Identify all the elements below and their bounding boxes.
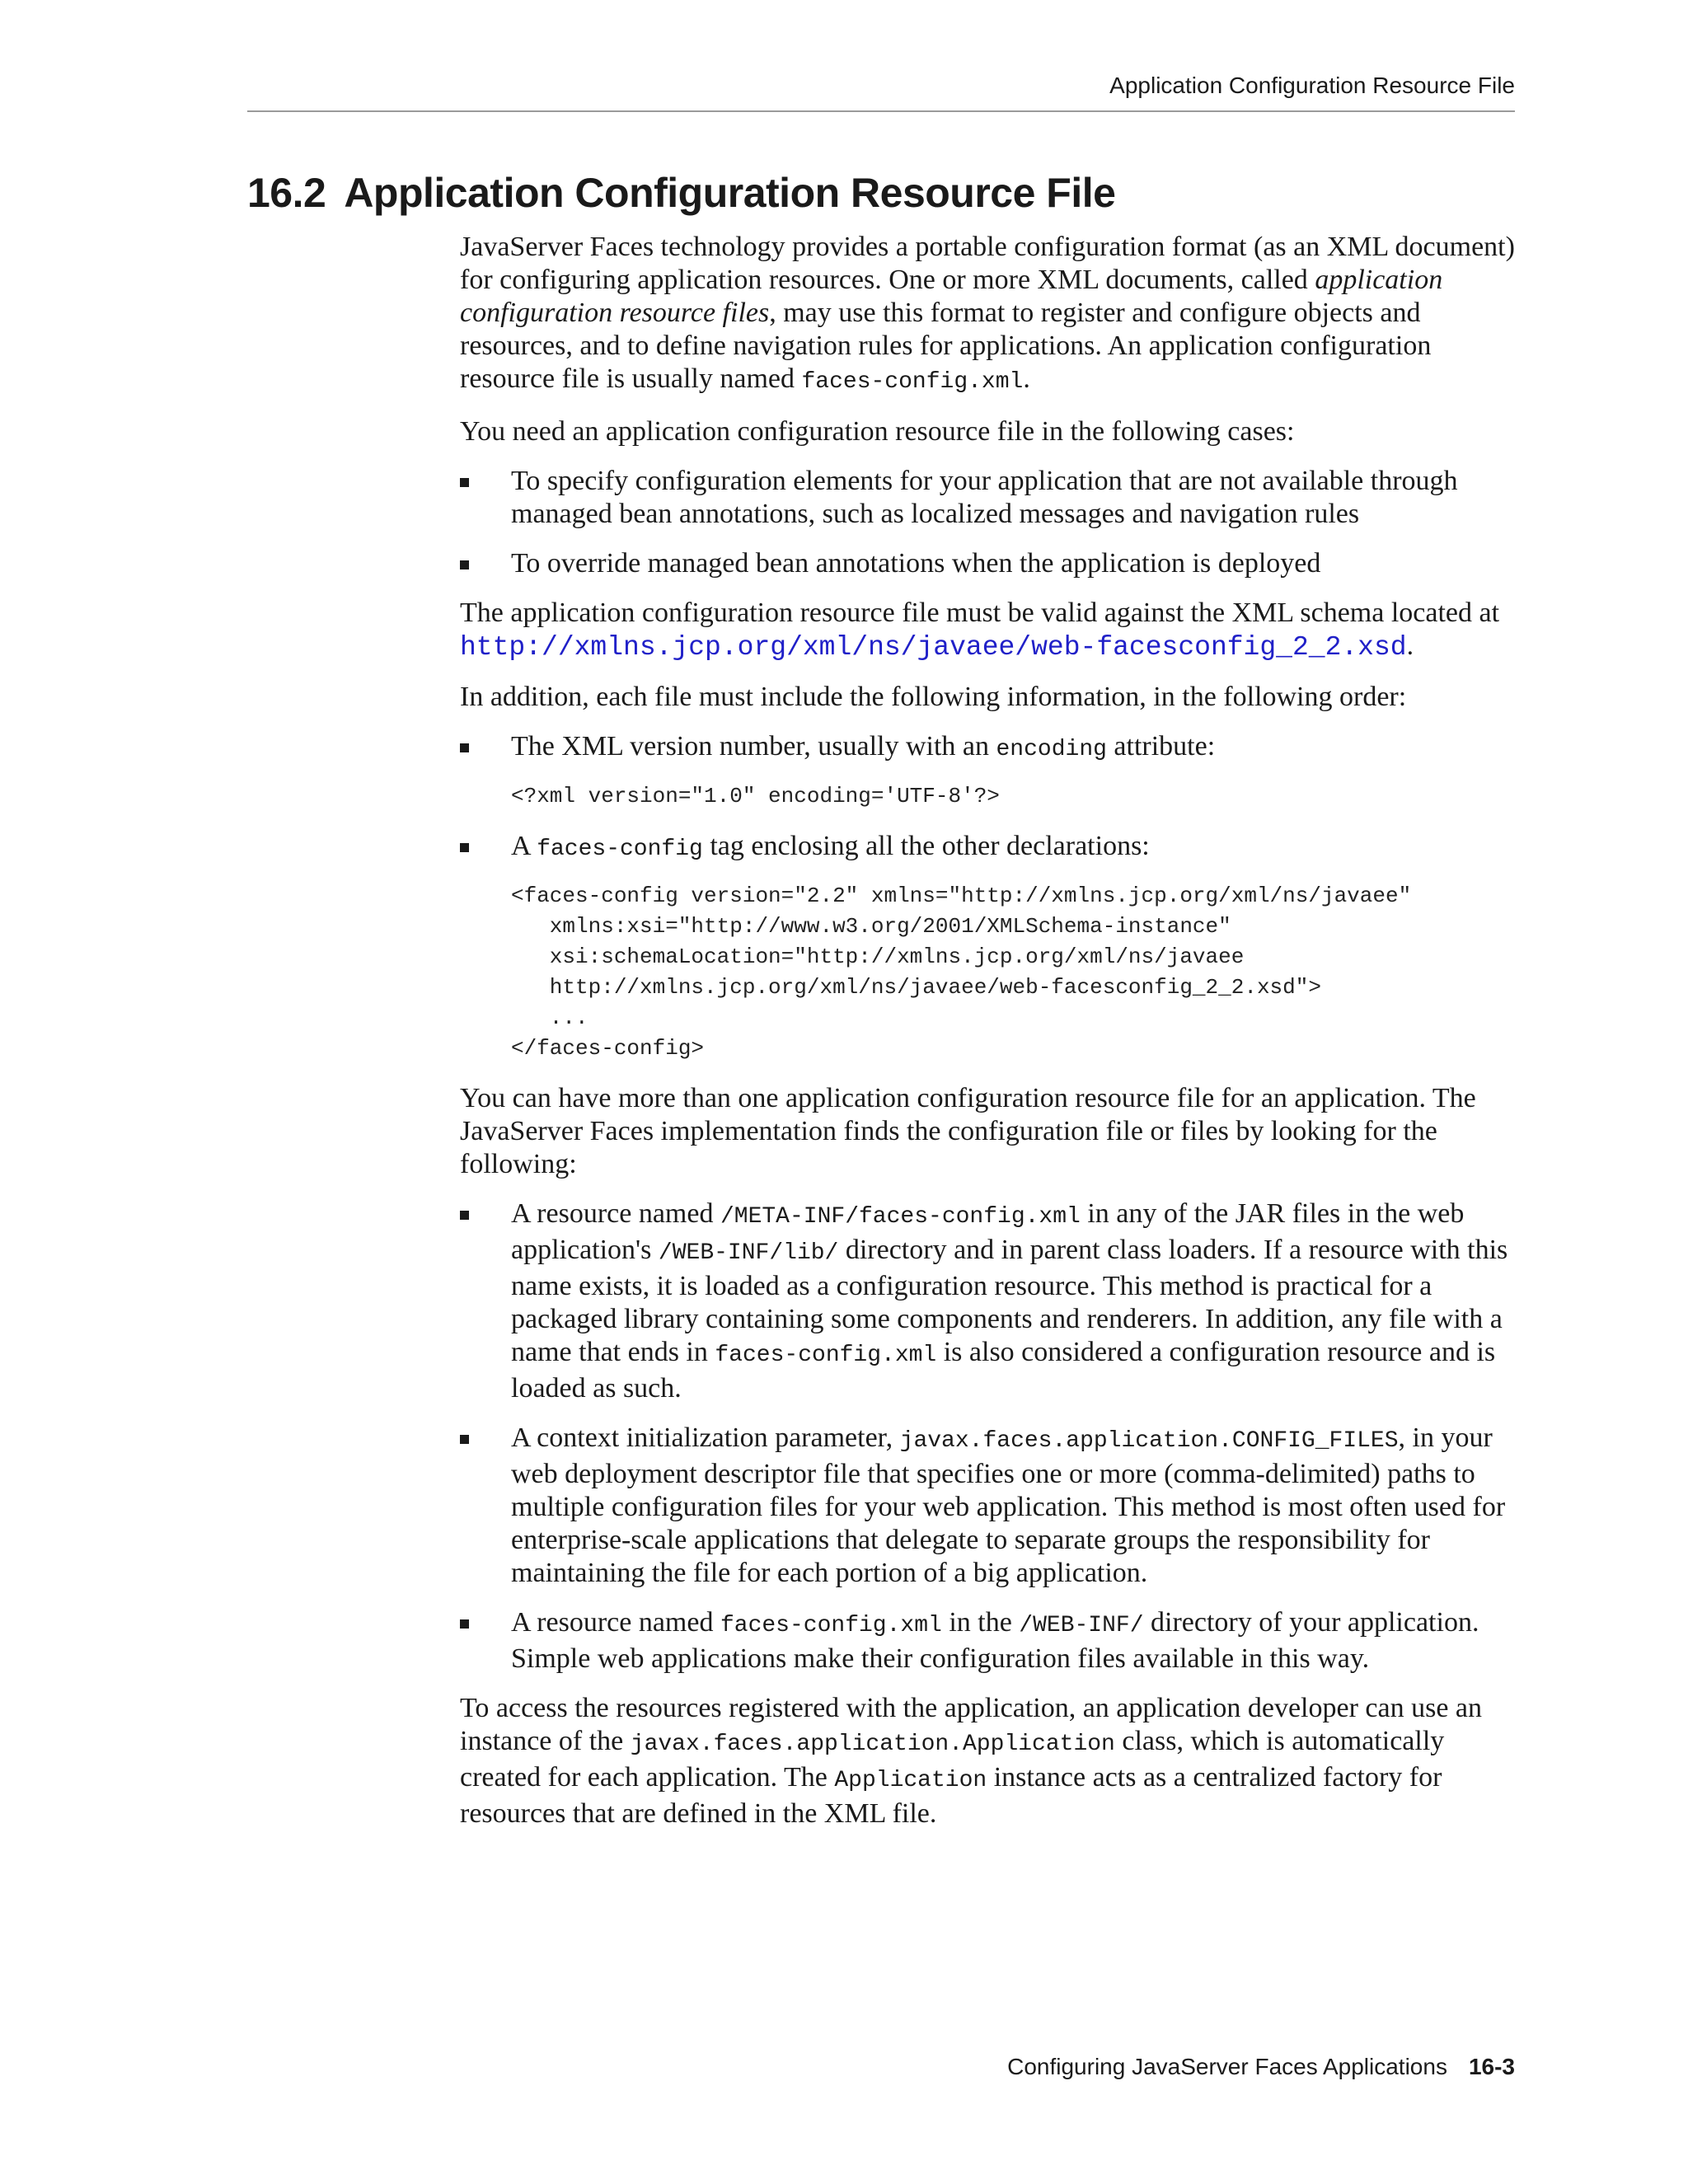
intro-text: , may use this format to register and configure objects and resources, and to define navigation rules for applications. An application configuration resource file is usually named [460, 298, 1432, 394]
schema-text: The application configuration resource file must be valid against the XML schema located at [460, 598, 1500, 628]
order-intro: In addition, each file must include the following information, in the following order: [460, 682, 1407, 712]
list-item [460, 1606, 1515, 1675]
bullet-icon [460, 843, 469, 852]
inline-code: faces-config.xml [801, 369, 1024, 395]
running-header-title: Application Configuration Resource File [1109, 73, 1515, 98]
order-list [460, 730, 1515, 1064]
inline-code: /WEB-INF/ [1019, 1613, 1144, 1638]
list-item [460, 1422, 1515, 1590]
running-footer-title: Configuring JavaServer Faces Applications [1007, 2054, 1447, 2079]
list-item [460, 1197, 1515, 1405]
list-item-text: directory of your application. Simple web applications make their configuration files available in this way. [511, 1607, 1479, 1674]
list-item-text: The XML version number, usually with an [511, 731, 996, 762]
list-item [460, 730, 1515, 812]
list-item-text: directory and in parent class loaders. If a resource with this name exists, it is loaded as a configuration resource. This method is practical for a packaged library containing some components and renderers. In addition, any file with a name that ends in [511, 1235, 1508, 1367]
intro-text: . [1023, 363, 1030, 394]
list-item-text: A resource named [511, 1607, 720, 1638]
list-item-text: To override managed bean annotations when the application is deployed [511, 548, 1321, 579]
list-item-text: To specify configuration elements for your application that are not available through managed bean annotations, such as localized messages and navigation rules [511, 466, 1458, 529]
intro-paragraph [460, 231, 1515, 399]
cases-list [460, 465, 1515, 580]
list-item [460, 547, 1515, 580]
section-heading [247, 168, 1115, 218]
access-text: To access the resources registered with the application, an application developer can use an instance of the [460, 1693, 1483, 1756]
access-text: instance acts as a centralized factory for resources that are defined in the XML file. [460, 1762, 1442, 1829]
access-paragraph [460, 1692, 1515, 1830]
lookup-list [460, 1197, 1515, 1675]
schema-text: . [1406, 630, 1414, 661]
list-item-text: tag enclosing all the other declarations: [702, 831, 1150, 861]
intro-term: application configuration resource files [460, 265, 1443, 328]
intro-text: JavaServer Faces technology provides a portable configuration format (as an XML document) for configuring application resources. One or more XML documents, called [460, 232, 1515, 295]
inline-code: javax.faces.application.CONFIG_FILES [899, 1428, 1399, 1454]
inline-code: Application [834, 1768, 987, 1793]
bullet-icon [460, 1435, 469, 1444]
inline-code: faces-config [537, 837, 703, 862]
bullet-icon [460, 1211, 469, 1220]
cases-intro: You need an application configuration resource file in the following cases: [460, 416, 1295, 447]
access-text: class, which is automatically created for each application. The [460, 1726, 1445, 1793]
list-item [460, 465, 1515, 531]
list-item-text: A context initialization parameter, [511, 1422, 900, 1453]
section-number: 16.2 [247, 170, 326, 216]
multiple-intro: You can have more than one application configuration resource file for an application. The JavaServer Faces implementation finds the configuration file or files by looking for the following: [460, 1083, 1476, 1179]
list-item-text: attribute: [1106, 731, 1216, 762]
inline-code: encoding [996, 737, 1107, 762]
running-footer [1007, 2054, 1515, 2080]
list-item-text: is also considered a configuration resource and is loaded as such. [511, 1337, 1496, 1404]
list-item [460, 830, 1515, 1064]
list-item-text: A [511, 831, 537, 861]
list-item-text: A resource named [511, 1198, 720, 1229]
inline-code: /META-INF/faces-config.xml [720, 1204, 1081, 1230]
list-item-text: in the [941, 1607, 1020, 1638]
code-block: <?xml version="1.0" encoding='UTF-8'?> [511, 784, 1000, 808]
inline-code: faces-config.xml [715, 1343, 937, 1368]
inline-code: faces-config.xml [720, 1613, 942, 1638]
inline-code: javax.faces.application.Application [630, 1732, 1115, 1757]
schema-link[interactable]: http://xmlns.jcp.org/xml/ns/javaee/web-facesconfig_2_2.xsd [460, 632, 1407, 663]
bullet-icon [460, 478, 469, 487]
schema-paragraph [460, 597, 1515, 664]
code-block: <faces-config version="2.2" xmlns="http://xmlns.jcp.org/xml/ns/javaee" xmlns:xsi="http://www.w3.org/2001/XMLSchema-instance" xsi:schemaLocation="http://xmlns.jcp.org/xml/ns/javaee http://xmlns.jcp.org/xml/ns/javaee/web-facesconfig_2_2.xsd"> ... </faces-config> [511, 883, 1412, 1061]
list-item-text: in any of the JAR files in the web application's [511, 1198, 1465, 1265]
inline-code: /WEB-INF/lib/ [658, 1240, 839, 1266]
bullet-icon [460, 743, 469, 752]
page-number: 16-3 [1468, 2054, 1515, 2079]
running-header [247, 73, 1515, 112]
bullet-icon [460, 1619, 469, 1629]
body-text [460, 231, 1515, 1847]
section-title: Application Configuration Resource File [344, 170, 1116, 216]
list-item-text: , in your web deployment descriptor file that specifies one or more (comma-delimited) paths to multiple configuration files for your web application. This method is most often used for enterprise-scale applications that delegate to separate groups the responsibility for maintaining the file for each portion of a big application. [511, 1422, 1506, 1588]
bullet-icon [460, 560, 469, 569]
